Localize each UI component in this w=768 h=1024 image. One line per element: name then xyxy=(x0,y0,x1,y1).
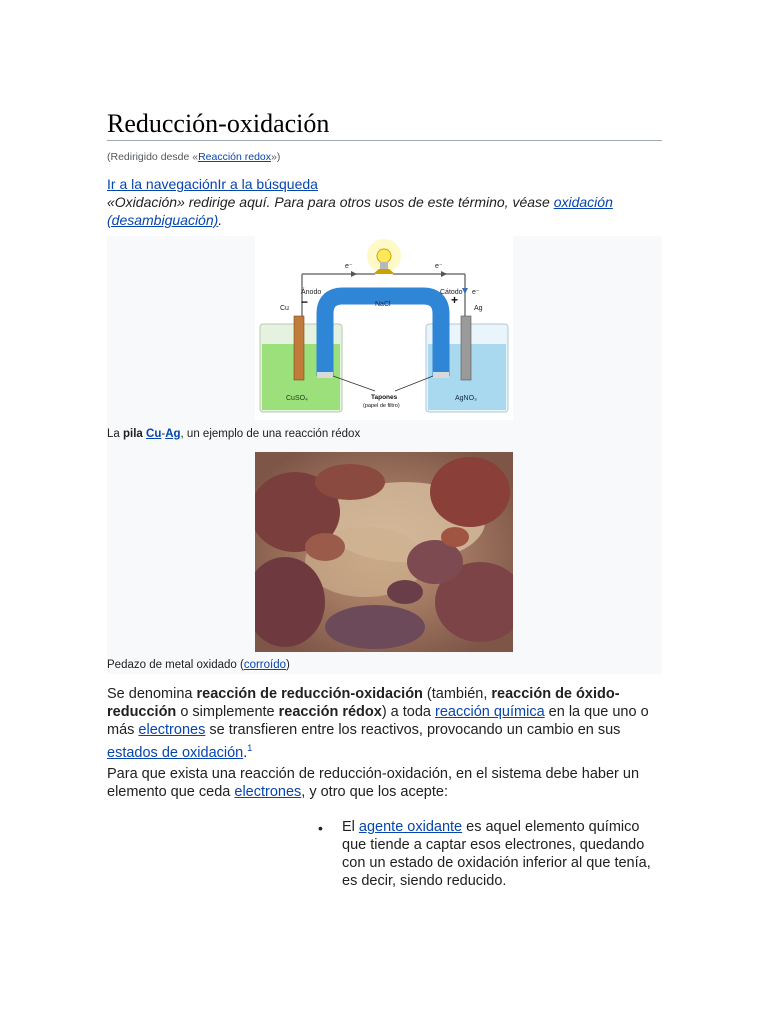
cuso4-label: CuSO₄ xyxy=(286,395,308,402)
minus-sign: − xyxy=(301,295,309,309)
electron-label-left: e⁻ xyxy=(345,263,353,270)
rusted-metal-image[interactable] xyxy=(255,452,513,652)
list-bullet: • xyxy=(318,820,323,836)
hatnote-disambiguation-link[interactable]: oxidación (desambiguación) xyxy=(107,194,613,228)
intro-paragraph xyxy=(107,685,662,762)
caption2-suffix: ) xyxy=(286,659,290,671)
p1-bold-2: reacción de óxido-reducción xyxy=(107,686,620,720)
hatnote-end: . xyxy=(218,212,223,228)
p1-bold-3: reacción rédox xyxy=(278,704,382,720)
agno3-label: AgNO₃ xyxy=(455,395,477,402)
jump-to-search-link[interactable]: Ir a la búsqueda xyxy=(217,176,318,192)
figure1-caption xyxy=(107,428,360,440)
p1-text-5: en la que uno o más xyxy=(107,704,649,738)
jump-links xyxy=(107,175,318,193)
anode-label: Ánodo xyxy=(301,289,322,296)
li-text-2: es aquel elemento químico que tiende a captar esos electrones, quedando con un estado de oxidación inferior al que tenía, es decir, siendo reducido. xyxy=(342,819,651,889)
p1-text-1: Se denomina xyxy=(107,686,197,702)
light-bulb-icon xyxy=(367,239,401,274)
electron-label-right: e⁻ xyxy=(435,263,443,270)
oxidizing-agent-link[interactable]: agente oxidante xyxy=(358,819,463,835)
p2-text-2: , y otro que los acepte: xyxy=(301,784,448,800)
li-text-1: El xyxy=(342,819,359,835)
p1-bold-1: reacción de reducción-oxidación xyxy=(196,686,423,702)
p1-text-2: (también, xyxy=(422,686,492,702)
electrons-link-2[interactable]: electrones xyxy=(234,784,302,800)
redirect-suffix: ») xyxy=(271,151,281,163)
caption1-suffix: , un ejemplo de una reacción rédox xyxy=(180,428,361,440)
redirect-note xyxy=(107,151,280,163)
stopper-left xyxy=(317,372,333,378)
caption2-corroded-link[interactable]: corroído xyxy=(243,659,286,671)
cathode-label: Cátodo xyxy=(440,289,463,296)
silver-electrode xyxy=(461,316,471,380)
p1-text-4: ) a toda xyxy=(381,704,436,720)
stopper-right xyxy=(433,372,449,378)
caption1-cu-link[interactable]: Cu xyxy=(146,428,162,440)
hatnote xyxy=(107,193,662,229)
title-divider xyxy=(107,140,662,141)
galvanic-cell-diagram xyxy=(255,236,513,420)
caption1-prefix: La xyxy=(107,428,123,440)
p1-text-7: . xyxy=(243,744,248,761)
rusted-metal-picture xyxy=(255,452,513,652)
oxidation-states-link[interactable]: estados de oxidación xyxy=(107,744,244,761)
ag-label: Ag xyxy=(474,305,483,312)
p1-text-3: o simplemente xyxy=(176,704,279,720)
cu-label: Cu xyxy=(280,305,289,312)
stoppers-sublabel: (papel de filtro) xyxy=(363,403,400,409)
hatnote-text: «Oxidación» redirige aquí. Para para otros usos de este término, véase xyxy=(107,194,554,210)
nacl-label: NaCl xyxy=(375,301,391,308)
figure2-caption xyxy=(107,659,290,671)
reference-1-link[interactable]: 1 xyxy=(247,743,253,753)
caption1-ag-link[interactable]: Ag xyxy=(165,428,181,440)
electron-label-cathode: e⁻ xyxy=(472,289,480,296)
p2-text-1: Para que exista una reacción de reducción-oxidación, en el sistema debe haber un elemento que ceda xyxy=(107,766,640,800)
second-paragraph xyxy=(107,765,662,801)
caption1-dash: - xyxy=(161,428,166,440)
jump-to-navigation-link[interactable]: Ir a la navegación xyxy=(107,176,218,192)
stoppers-label: Tapones xyxy=(371,394,398,401)
page-title: Reducción-oxidación xyxy=(107,109,330,138)
plus-sign: + xyxy=(451,293,459,307)
electrons-link[interactable]: electrones xyxy=(138,722,206,738)
p1-text-6: se transfieren entre los reactivos, provocando un cambio en sus xyxy=(205,722,621,738)
caption1-bold: pila xyxy=(123,428,143,440)
redirect-prefix: (Redirigido desde « xyxy=(107,151,199,163)
caption2-prefix: Pedazo de metal oxidado ( xyxy=(107,659,244,671)
list-item xyxy=(342,818,664,890)
galvanic-cell-image[interactable] xyxy=(255,236,513,420)
redirect-link[interactable]: Reacción redox xyxy=(198,151,272,163)
chemical-reaction-link[interactable]: reacción química xyxy=(435,704,545,720)
copper-electrode xyxy=(294,316,304,380)
